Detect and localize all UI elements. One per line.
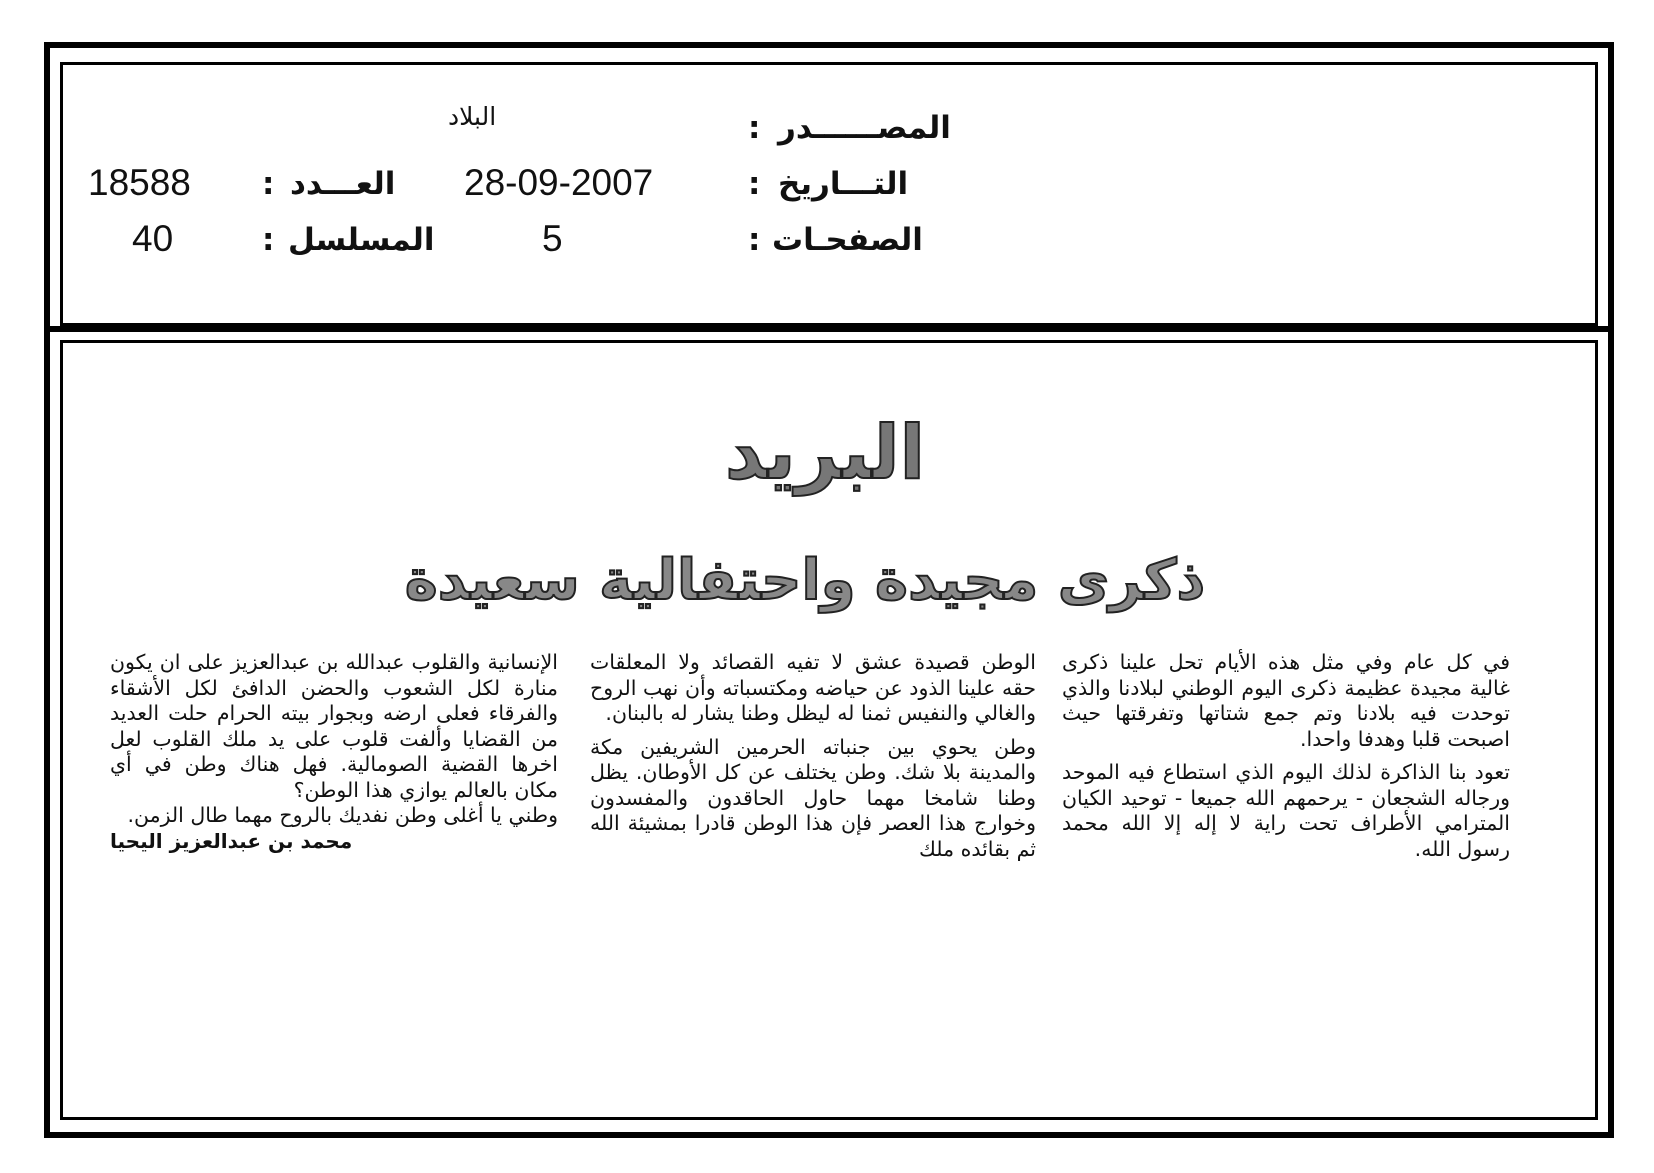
serial-colon: :: [262, 222, 275, 258]
article-headline: ذكرى مجيدة واحتفالية سعيدة: [404, 548, 1206, 613]
pages-value: 5: [542, 218, 563, 259]
article-column-2: [590, 650, 1036, 862]
author-name: محمد بن عبدالعزيز اليحيا: [110, 828, 353, 853]
header-separator: [44, 326, 1614, 332]
date-value: 28-09-2007: [464, 162, 654, 203]
column-1-paragraph-1: في كل عام وفي مثل هذه الأيام تحل علينا ذكرى غالية مجيدة عظيمة ذكرى اليوم الوطني لبلادنا والذي توحدت فيه بلادنا وتم جمع شتاتها وتفرقتها حيث اصبحت قلبا وهدفا واحدا.: [1062, 650, 1510, 751]
pages-colon: :: [748, 222, 761, 258]
column-3-paragraph-1: الإنسانية والقلوب عبدالله بن عبدالعزيز على ان يكون منارة لكل الشعوب والحضن الدافئ لكل الأشقاء والفرقاء فعلى ارضه وبجوار بيته الحرام حلت العديد من القضايا وألفت قلوب على يد ملك القلوب لعل اخرها القضية الصومالية. فهل هناك وطن في أي مكان بالعالم يوازي هذا الوطن؟: [110, 650, 558, 802]
issue-value: 18588: [88, 162, 191, 203]
source-colon: :: [748, 110, 761, 146]
date-label: التـــاريخ: [778, 166, 909, 202]
column-2-paragraph-1: الوطن قصيدة عشق لا تفيه القصائد ولا المعلقات حقه علينا الذود عن حياضه ومكتسباته وأن نهب الروح والغالي والنفيس ثمنا له ليظل وطنا يشار له بالبنان.: [590, 650, 1036, 725]
date-colon: :: [748, 166, 761, 202]
article-column-1: [1062, 650, 1510, 862]
column-2-paragraph-2: وطن يحوي بين جنباته الحرمين الشريفين مكة والمدينة بلا شك. وطن يختلف عن كل الأوطان. يظل وطنا شامخا مهما حاول الحاقدون والمفسدون وخوارج هذا العصر فإن هذا الوطن قادرا بمشيئة الله ثم بقائده ملك: [590, 734, 1036, 861]
serial-label: المسلسل: [288, 222, 435, 258]
article-column-3: [110, 650, 558, 854]
serial-value: 40: [132, 218, 174, 259]
issue-colon: :: [262, 166, 275, 202]
source-value: البلاد: [448, 102, 497, 131]
issue-label: العـــدد: [290, 166, 396, 202]
column-1-paragraph-2: تعود بنا الذاكرة لذلك اليوم الذي استطاع فيه الموحد ورجاله الشجعان - يرحمهم الله جميعا - توحيد الكيان المترامي الأطراف تحت راية لا إله إلا الله محمد رسول الله.: [1062, 760, 1510, 861]
newspaper-masthead: البريد: [725, 410, 925, 496]
source-label: المصــــــدر: [778, 110, 951, 146]
pages-label: الصفحـات: [772, 222, 923, 258]
column-3-paragraph-2: وطني يا أغلى وطن نفديك بالروح مهما طال الزمن.: [127, 803, 558, 827]
